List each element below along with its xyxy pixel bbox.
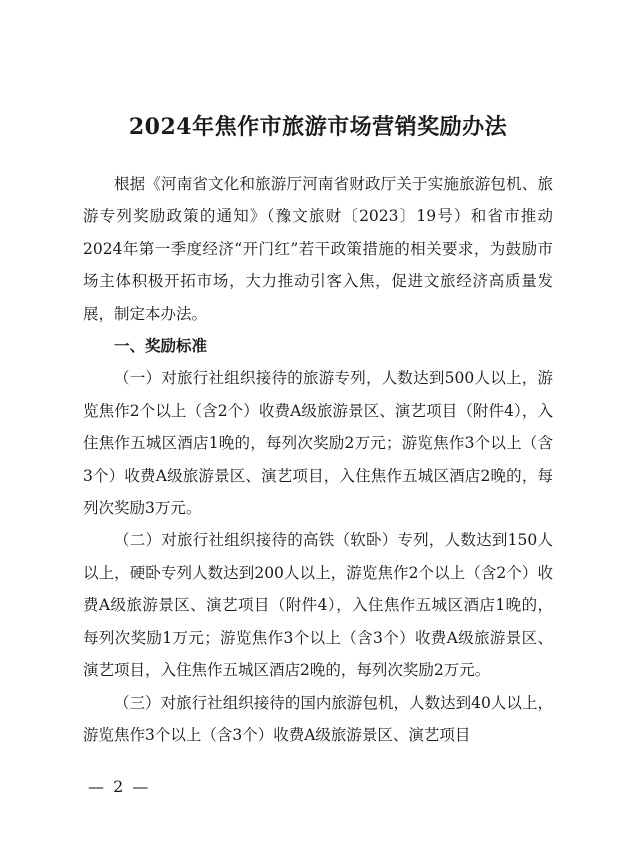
page-number: — 2 — xyxy=(88,777,151,796)
clause-1-tourist-train: （一）对旅行社组织接待的旅游专列，人数达到500人以上，游览焦作2个以上（含2个）收费A级旅游景区、演艺项目（附件4），入住焦作五城区酒店1晚的，每列次奖励2万元；游览焦作3个以上（含3个）收费A级旅游景区、演艺项目，入住焦作五城区酒店2晚的，每列次奖励3万元。 xyxy=(83,369,553,518)
intro-paragraph: 根据《河南省文化和旅游厅河南省财政厅关于实施旅游包机、旅游专列奖励政策的通知》（豫文旅财〔2023〕19号）和省市推动2024年第一季度经济“开门红”若干政策措施的相关要求，为鼓励市场主体积极开拓市场，大力推动引客入焦，促进文旅经济高质量发展，制定本办法。 xyxy=(83,175,553,323)
document-title: 2024年焦作市旅游市场营销奖励办法 xyxy=(128,114,508,140)
clause-3-charter-flight: （三）对旅行社组织接待的国内旅游包机，人数达到40人以上，游览焦作3个以上（含3个）收费A级旅游景区、演艺项目 xyxy=(83,693,553,744)
clause-2-high-speed-rail: （二）对旅行社组织接待的高铁（软卧）专列，人数达到150人以上，硬卧专列人数达到200人以上，游览焦作2个以上（含2个）收费A级旅游景区、演艺项目（附件4），入住焦作五城区酒店1晚的，每列次奖励1万元；游览焦作3个以上（含3个）收费A级旅游景区、演艺项目，入住焦作五城区酒店2晚的，每列次奖励2万元。 xyxy=(83,531,553,680)
document-body xyxy=(83,168,553,751)
section-heading-reward-standards: 一、奖励标准 xyxy=(114,337,208,356)
